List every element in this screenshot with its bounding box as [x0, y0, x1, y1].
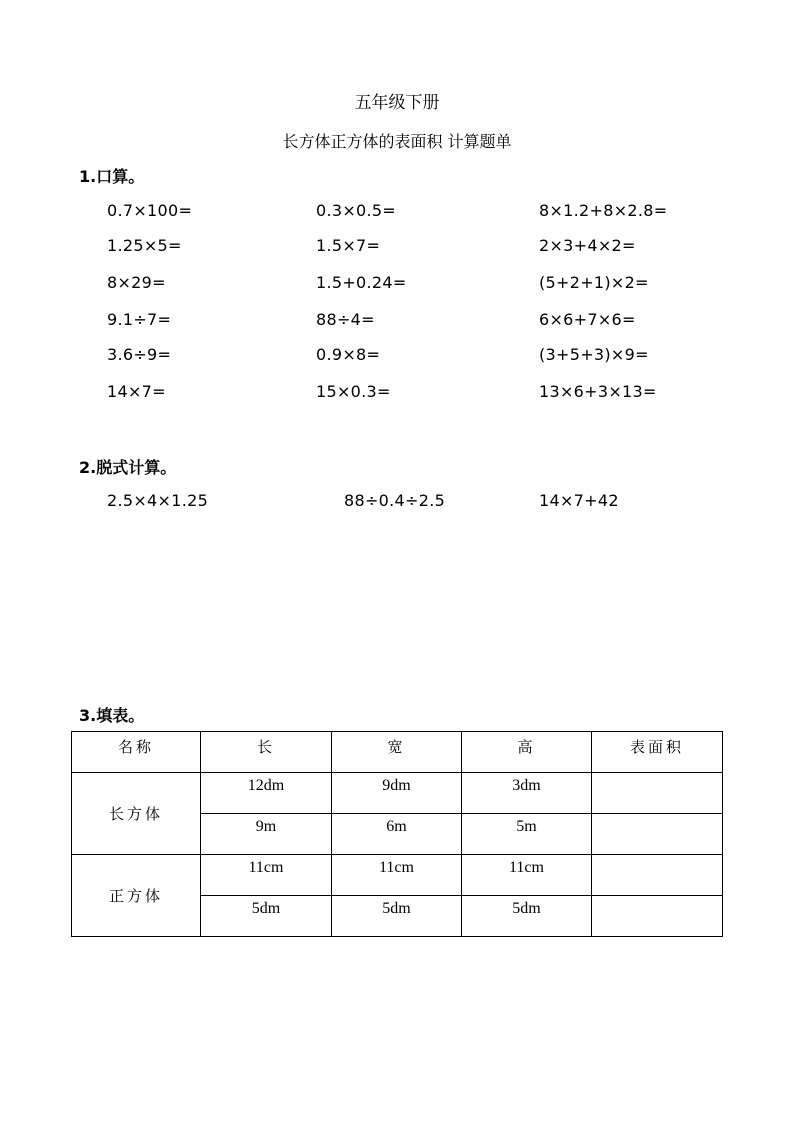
- fill-in-table: [71, 731, 723, 937]
- stepwise-problem: 88÷0.4÷2.5: [344, 491, 446, 510]
- section3-heading: 3.填表。: [79, 706, 145, 725]
- row-label-cuboid: 长方体: [72, 773, 201, 855]
- section2-heading: 2.脱式计算。: [79, 458, 177, 477]
- cell-length: 12dm: [201, 773, 332, 814]
- stepwise-problem: 14×7+42: [539, 491, 619, 510]
- cell-length: 11cm: [201, 855, 332, 896]
- cell-width: 9dm: [332, 773, 462, 814]
- cell-length: 9m: [201, 814, 332, 855]
- cell-surface-area-blank[interactable]: [592, 855, 723, 896]
- oral-problem: 8×29=: [107, 273, 166, 292]
- cell-height: 11cm: [462, 855, 592, 896]
- cell-height: 5dm: [462, 896, 592, 937]
- oral-problem: 0.3×0.5=: [316, 201, 397, 220]
- section1-heading: 1.口算。: [79, 167, 145, 186]
- oral-problem: 88÷4=: [316, 310, 375, 329]
- cell-width: 11cm: [332, 855, 462, 896]
- cell-height: 5m: [462, 814, 592, 855]
- oral-problem: (3+5+3)×9=: [539, 345, 649, 364]
- oral-problem: 0.7×100=: [107, 201, 193, 220]
- oral-problem: 1.5×7=: [316, 236, 381, 255]
- header-surface-area: 表面积: [592, 732, 723, 773]
- header-name: 名称: [72, 732, 201, 773]
- oral-problem: 9.1÷7=: [107, 310, 172, 329]
- stepwise-problem: 2.5×4×1.25: [107, 491, 209, 510]
- oral-problem: 3.6÷9=: [107, 345, 172, 364]
- oral-problem: 14×7=: [107, 382, 166, 401]
- page-title: 五年级下册: [354, 93, 440, 113]
- table-row: [72, 773, 723, 814]
- oral-problem: 1.5+0.24=: [316, 273, 407, 292]
- header-length: 长: [201, 732, 332, 773]
- header-height: 高: [462, 732, 592, 773]
- oral-problem: 15×0.3=: [316, 382, 391, 401]
- cell-surface-area-blank[interactable]: [592, 896, 723, 937]
- row-label-cube: 正方体: [72, 855, 201, 937]
- oral-problem: 1.25×5=: [107, 236, 182, 255]
- table-header-row: [72, 732, 723, 773]
- cell-width: 6m: [332, 814, 462, 855]
- oral-problem: (5+2+1)×2=: [539, 273, 649, 292]
- header-width: 宽: [332, 732, 462, 773]
- cell-height: 3dm: [462, 773, 592, 814]
- cell-length: 5dm: [201, 896, 332, 937]
- oral-problem: 2×3+4×2=: [539, 236, 636, 255]
- oral-problem: 13×6+3×13=: [539, 382, 657, 401]
- cell-width: 5dm: [332, 896, 462, 937]
- cell-surface-area-blank[interactable]: [592, 814, 723, 855]
- oral-problem: 8×1.2+8×2.8=: [539, 201, 668, 220]
- oral-problem: 0.9×8=: [316, 345, 381, 364]
- oral-problem: 6×6+7×6=: [539, 310, 636, 329]
- cell-surface-area-blank[interactable]: [592, 773, 723, 814]
- page-subtitle: 长方体正方体的表面积 计算题单: [282, 132, 512, 151]
- table-row: [72, 855, 723, 896]
